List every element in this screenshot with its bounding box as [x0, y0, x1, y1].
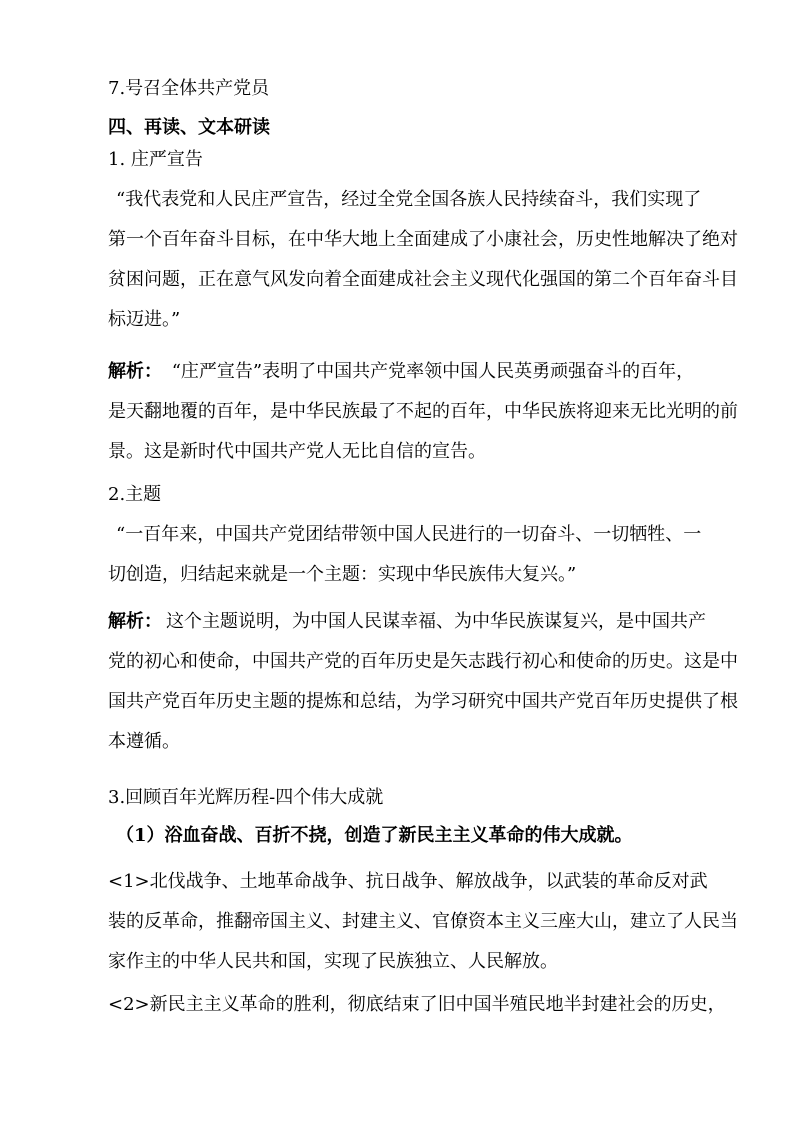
analysis-1-line-1	[108, 361, 748, 383]
subsection-1-heading: 1. 庄严宣告	[108, 149, 203, 170]
quote-1-line-1: “我代表党和人民庄严宣告，经过全党全国各族人民持续奋斗，我们实现了	[116, 189, 702, 210]
section-4-heading: 四、再读、文本研读	[108, 117, 270, 138]
point-1-line-3: 家作主的中华人民共和国，实现了民族独立、人民解放。	[108, 951, 558, 972]
quote-1-line-2: 第一个百年奋斗目标，在中华大地上全面建成了小康社会，历史性地解决了绝对	[108, 229, 738, 250]
subsection-2-heading: 2.主题	[108, 484, 162, 505]
quote-1-line-4: 标迈进。”	[108, 309, 181, 330]
analysis-1-line-2: 是天翻地覆的百年，是中华民族最了不起的百年，中华民族将迎来无比光明的前	[108, 401, 738, 422]
point-1-line-1: <1>北伐战争、土地革命战争、抗日战争、解放战争，以武装的革命反对武	[108, 871, 708, 892]
analysis-2-line-4: 本遵循。	[108, 731, 180, 752]
analysis-1-label: 解析：	[108, 361, 162, 382]
analysis-2-line-3: 国共产党百年历史主题的提炼和总结，为学习研究中国共产党百年历史提供了根	[108, 691, 738, 712]
achievement-1-heading: （1）浴血奋战、百折不挠，创造了新民主主义革命的伟大成就。	[116, 825, 633, 846]
analysis-1-text: “庄严宣告”表明了中国共产党率领中国人民英勇顽强奋斗的百年，	[166, 361, 695, 382]
analysis-2-line-2: 党的初心和使命，中国共产党的百年历史是矢志践行初心和使命的历史。这是中	[108, 651, 738, 672]
analysis-2-text: 这个主题说明，为中国人民谋幸福、为中华民族谋复兴，是中国共产	[166, 611, 706, 632]
quote-2-line-2: 切创造，归结起来就是一个主题：实现中华民族伟大复兴。”	[108, 564, 577, 585]
item-7-text: 7.号召全体共产党员	[108, 78, 270, 99]
point-2-line-1: <2>新民主主义革命的胜利，彻底结束了旧中国半殖民地半封建社会的历史，	[108, 994, 726, 1015]
analysis-1-line-3: 景。这是新时代中国共产党人无比自信的宣告。	[108, 441, 486, 462]
analysis-2-line-1	[108, 611, 748, 633]
quote-2-line-1: “一百年来，中国共产党团结带领中国人民进行的一切奋斗、一切牺牲、一	[116, 524, 702, 545]
analysis-2-label: 解析：	[108, 611, 162, 632]
quote-1-line-3: 贫困问题，正在意气风发向着全面建成社会主义现代化强国的第二个百年奋斗目	[108, 269, 738, 290]
subsection-3-heading: 3.回顾百年光辉历程-四个伟大成就	[108, 787, 384, 808]
point-1-line-2: 装的反革命，推翻帝国主义、封建主义、官僚资本主义三座大山，建立了人民当	[108, 911, 738, 932]
